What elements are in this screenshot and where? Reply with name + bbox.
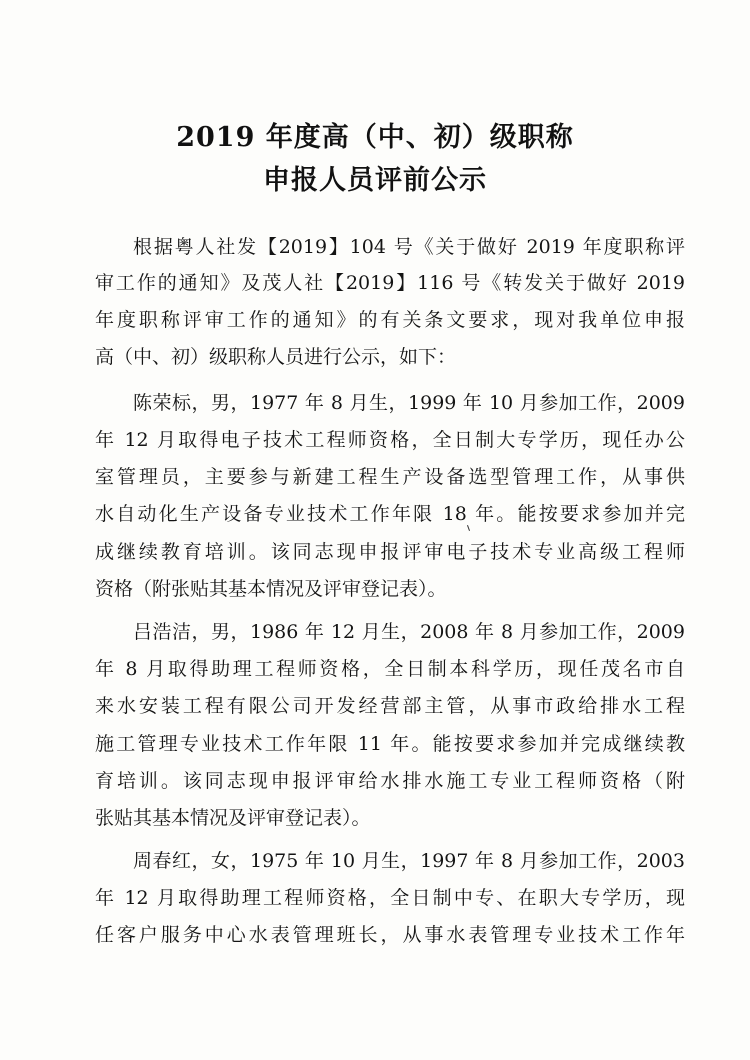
paragraph-line: 成继续教育培训。该同志现申报评审电子技术专业高级工程师	[95, 541, 685, 563]
paragraph-line: 施工管理专业技术工作年限 11 年。能按要求参加并完成继续教	[95, 733, 685, 755]
paragraph-line: 审工作的通知》及茂人社【2019】116 号《转发关于做好 2019	[95, 272, 685, 294]
paragraph-line: 年 12 月取得电子技术工程师资格，全日制大专学历，现任办公	[95, 429, 685, 451]
paragraph-line: 育培训。该同志现申报评审给水排水施工专业工程师资格（附	[95, 770, 685, 792]
paragraph-line: 年 8 月取得助理工程师资格，全日制本科学历，现任茂名市自	[95, 658, 685, 680]
paragraph-line: 室管理员，主要参与新建工程生产设备选型管理工作，从事供	[95, 466, 685, 488]
paragraph-line: 年度职称评审工作的通知》的有关条文要求，现对我单位申报	[95, 309, 685, 331]
paragraph-line: 任客户服务中心水表管理班长，从事水表管理专业技术工作年	[95, 924, 685, 946]
paragraph-line: 根据粤人社发【2019】104 号《关于做好 2019 年度职称评	[133, 236, 685, 258]
paragraph-line: 水自动化生产设备专业技术工作年限 18 年。能按要求参加并完	[95, 503, 685, 525]
document-title-line-1: 2019 年度高（中、初）级职称	[176, 122, 574, 153]
paragraph-line: 张贴其基本情况及评审登记表）。	[95, 807, 371, 829]
paragraph-line: 高（中、初）级职称人员进行公示，如下：	[95, 346, 457, 368]
paragraph-line: 吕浩洁，男，1986 年 12 月生，2008 年 8 月参加工作，2009	[133, 621, 685, 643]
paragraph-line: 陈荣标，男，1977 年 8 月生，1999 年 10 月参加工作，2009	[133, 392, 685, 414]
paragraph-line: 周春红，女，1975 年 10 月生，1997 年 8 月参加工作，2003	[133, 850, 685, 872]
paragraph-line: 年 12 月取得助理工程师资格，全日制中专、在职大专学历，现	[95, 887, 685, 909]
document-body	[95, 0, 685, 1060]
paragraph-line: 来水安装工程有限公司开发经营部主管，从事市政给排水工程	[95, 695, 685, 717]
paragraph-line: 资格（附张贴其基本情况及评审登记表）。	[95, 578, 447, 600]
document-title-line-2: 申报人员评前公示	[263, 165, 487, 196]
